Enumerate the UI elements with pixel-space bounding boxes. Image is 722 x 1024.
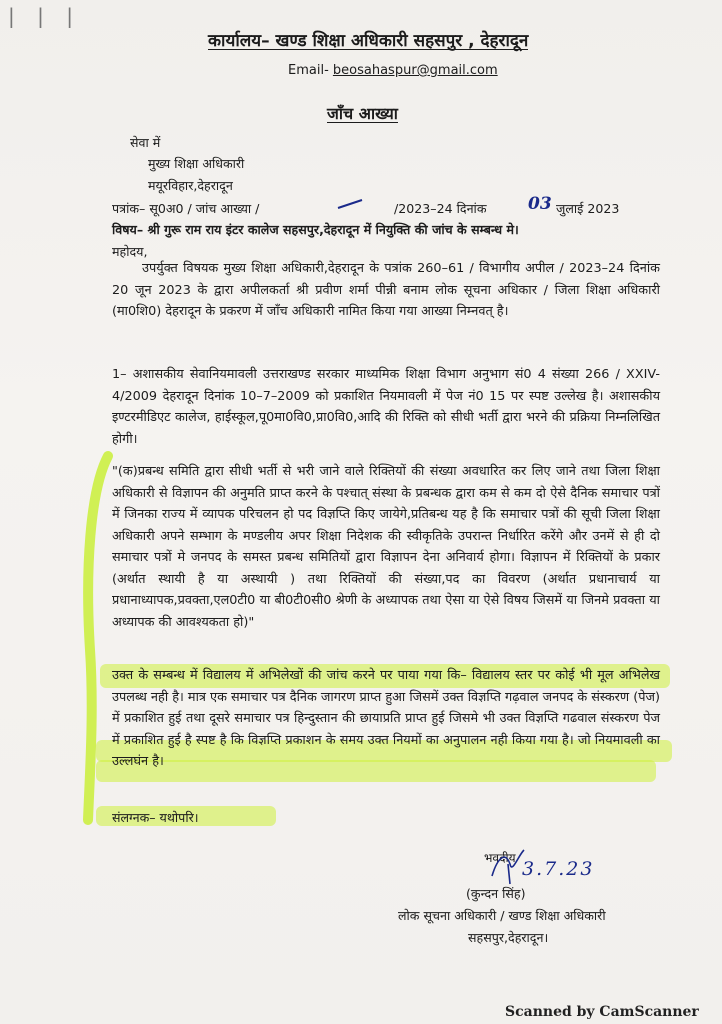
paragraph-intro: उपर्युक्त विषयक मुख्य शिक्षा अधिकारी,देहरादून के पत्रांक 260–61 / विभागीय अपील / 2023–24 दिनांक 20 जून 2023 के द्वारा अपीलकर्ता श्री प्रवीण शर्मा पीन्नी बनाम लोक सूचना अधिकार / जिला शिक्षा अधिकारी (मा0शि0) देहरादून के प्रकरण में जाँच अधिकारी नामित किया गया आख्या निम्नवत् है।	[112, 261, 660, 319]
handwritten-day: 03	[528, 194, 552, 214]
punch-marks: | | |	[8, 4, 81, 28]
handwritten-signature-date: 3.7.23	[522, 858, 595, 880]
addressee-to: सेवा में	[130, 135, 161, 150]
office-header: कार्यालय– खण्ड शिक्षा अधिकारी सहसपुर , देहरादून	[208, 31, 529, 51]
signatory-designation: लोक सूचना अधिकारी / खण्ड शिक्षा अधिकारी	[398, 908, 606, 923]
bhavdiya: भवदीय	[484, 851, 516, 865]
handwritten-number-stroke	[336, 198, 366, 212]
report-title: जाँच आख्या	[327, 104, 398, 123]
scanner-watermark: Scanned by CamScanner	[505, 1004, 699, 1020]
paragraph-rule-reference: 1– अशासकीय सेवानियमावली उत्तराखण्ड सरकार माध्यमिक शिक्षा विभाग अनुभाग सं0 4 संख्या 266 / XXIV-4/2009 देहरादून दिनांक 10–7–2009 को प्रकाशित नियमावली में पेज नं0 15 पर स्पष्ट उल्लेख है। अशासकीय इण्टरमीडिएट कालेज, हाईस्कूल,पू0मा0वि0,प्रा0वि0,आदि की रिक्ति को सीधी भर्ती द्वारा भरने की प्रक्रिया निम्नलिखित होगी।	[112, 367, 660, 447]
patrank: पत्रांक– सू0अ0 / जांच आख्या /	[112, 201, 260, 216]
enclosure: संलग्नक– यथोपरि।	[112, 810, 199, 825]
email-label: Email-	[288, 63, 329, 78]
addressee-name: मुख्य शिक्षा अधिकारी	[148, 156, 245, 171]
finding-paragraph: उक्त के सम्बन्ध में विद्यालय में अभिलेखों की जांच करने पर पाया गया कि– विद्यालय स्तर पर कोई भी मूल अभिलेख उपलब्ध नही है। मात्र एक समाचार पत्र दैनिक जागरण प्राप्त हुआ जिसमें उक्त विज्ञप्ति गढ़वाल जनपद के संस्करण (पेज) में प्रकाशित हुई तथा दूसरे समाचार पत्र हिन्दुस्तान की छायाप्रति प्राप्त हुई जिसमे भी उक्त विज्ञप्ति गढवाल संस्करण पेज में प्रकाशित हुई है स्पष्ट है कि विज्ञप्ति प्रकाशन के समय उक्त नियमों का अनुपालन नही किया गया है। जो नियमावली का उल्लघंन है।	[112, 668, 660, 769]
signatory-place: सहसपुर,देहरादून।	[468, 930, 549, 945]
addressee-address: मयूरविहार,देहरादून	[148, 178, 233, 193]
signatory-name: (कुन्दन सिंह)	[466, 886, 526, 901]
email-link[interactable]: beosahaspur@gmail.com	[332, 63, 498, 78]
reference-month-year: जुलाई 2023	[556, 201, 620, 216]
reference-year-date: /2023–24 दिनांक	[394, 201, 487, 216]
quoted-rule: "(क)प्रबन्ध समिति द्वारा सीधी भर्ती से भरी जाने वाले रिक्तियों की संख्या अवधारित कर लिए जाने तथा जिला शिक्षा अधिकारी से विज्ञापन की अनुमति प्राप्त करने के पश्चात् संस्था के प्रबन्धक द्वारा कम से कम दो ऐसे दैनिक समाचार पत्रों में जिनका राज्य में व्यापक परिचलन हो पद विज्ञप्ति किए जायेगे,प्रतिबन्ध यह है कि समाचार पत्रों की सूची जिला शिक्षा अधिकारी अपने सम्भाग के मण्डलीय अपर शिक्षा निदेशक की स्वीकृतिके उपरान्त निर्धारित करेंगे और उनमें से ही दो समाचार पत्रों मे जनपद के समस्त प्रबन्ध समितियों द्वारा विज्ञापन देना अनिवार्य होगा। विज्ञापन में रिक्तियों के प्रकार (अर्थात स्थायी है या अस्थायी ) तथा रिक्तियों की संख्या,पद का विवरण (अर्थात प्रधानाचार्य या प्रधानाध्यापक,प्रवक्ता,एल0टी0 या बी0टी0सी0 श्रेणी के अध्यापक तथा ऐसा या ऐसे विषय जिसमें या जिनमे प्रवक्ता या अध्यापक की आवश्यकता हो)"	[112, 464, 660, 630]
email-line	[288, 63, 498, 79]
subject-line: विषय– श्री गुरू राम राय इंटर कालेज सहसपुर,देहरादून में नियुक्ति की जांच के सम्बन्ध मे।	[112, 222, 519, 237]
salutation: महोदय,	[112, 244, 148, 259]
